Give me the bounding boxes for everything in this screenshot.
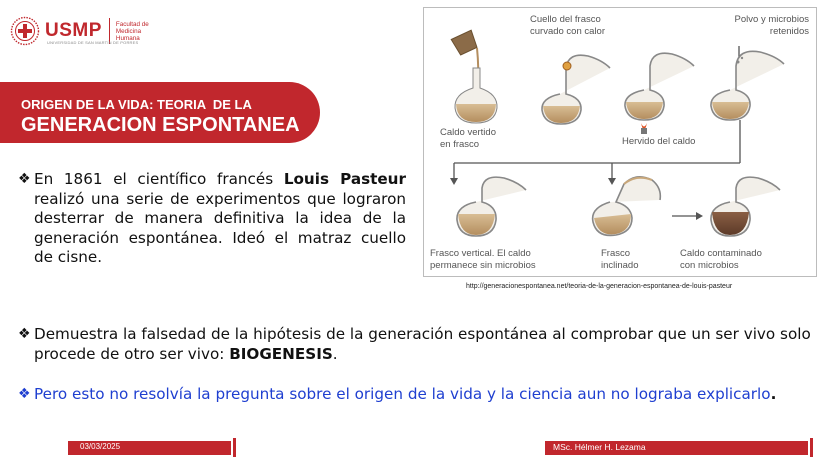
title-line-1: ORIGEN DE LA VIDA: TEORIA DE LA <box>21 97 252 112</box>
pasteur-experiment-figure <box>423 7 817 277</box>
logo-subtext: UNIVERSIDAD DE SAN MARTÍN DE PORRES <box>47 40 139 45</box>
p2-text-b: . <box>332 344 338 363</box>
label-boiled: Hervido del caldo <box>622 136 696 147</box>
faculty-line: Facultad de <box>115 20 149 28</box>
label-vertical-1: Frasco vertical. El caldo <box>430 248 531 259</box>
footer-date: 03/03/2025 <box>80 442 121 451</box>
arrow-head-icon <box>608 178 616 185</box>
label-curved-neck-1: Cuello del frasco <box>530 14 601 25</box>
footer-date-bar-end <box>233 438 236 457</box>
label-broth-poured-1: Caldo vertido <box>440 127 496 138</box>
p1-text-b: realizó una serie de experimentos que lograron desterrar de manera definitiva la idea de la generación espontánea. Ideó el matraz cuello de cisne. <box>34 189 406 266</box>
logo-text: USMP <box>45 20 102 41</box>
bullet-icon: ❖ <box>18 171 31 187</box>
flask-dust-retained-icon <box>711 51 784 120</box>
faculty-name <box>116 21 149 42</box>
footer-author-bar-end <box>810 438 813 457</box>
label-tilted-2: inclinado <box>601 260 639 271</box>
label-tilted-1: Frasco <box>601 248 631 259</box>
label-contaminated-1: Caldo contaminado <box>680 248 762 259</box>
university-seal-icon <box>10 16 40 46</box>
flask-tilted-icon <box>593 177 661 236</box>
label-vertical-2: permanece sin microbios <box>430 260 536 271</box>
arrow-head-icon <box>696 212 703 220</box>
bullet-icon: ❖ <box>18 386 31 402</box>
flask-contaminated-icon <box>711 177 780 236</box>
label-dust-1: Polvo y microbios <box>734 14 809 25</box>
p3-bold: . <box>770 385 777 403</box>
p2-text-a: Demuestra la falsedad de la hipótesis de la generación espontánea al comprobar que un ser vivo solo procede de otro ser vivo: <box>34 325 811 363</box>
flask-vertical-icon <box>457 177 526 236</box>
p3-text-a: Pero esto no resolvía la pregunta sobre el origen de la vida y la ciencia aun no lograba explicarlo <box>34 385 771 403</box>
label-contaminated-2: con microbios <box>680 260 739 271</box>
label-curved-neck-2: curvado con calor <box>530 26 605 37</box>
flask-boiling-icon <box>625 53 694 134</box>
title-line-2: GENERACION ESPONTANEA <box>21 114 300 136</box>
flask-pouring-icon <box>451 30 497 123</box>
bullet-icon: ❖ <box>18 326 31 342</box>
footer-author: MSc. Hélmer H. Lezama <box>553 442 646 452</box>
p2-bold: BIOGENESIS <box>229 344 333 363</box>
label-dust-2: retenidos <box>769 26 809 37</box>
p1-bold: Louis Pasteur <box>283 170 406 188</box>
figure-caption: http://generacionespontanea.net/teoria-de-la-generacion-espontanea-de-louis-pasteur <box>466 283 733 290</box>
arrow-head-icon <box>450 178 458 185</box>
paragraph-pasteur <box>34 170 406 268</box>
label-broth-poured-2: en frasco <box>440 139 480 150</box>
faculty-line: Medicina <box>115 27 142 35</box>
p1-text-a: En 1861 el científico francés <box>34 170 284 188</box>
paragraph-origin-question <box>34 385 814 405</box>
paragraph-biogenesis <box>34 325 814 364</box>
faculty-line: Humana <box>115 34 140 42</box>
usmp-logo <box>10 14 149 48</box>
flask-curved-neck-icon <box>542 55 610 124</box>
